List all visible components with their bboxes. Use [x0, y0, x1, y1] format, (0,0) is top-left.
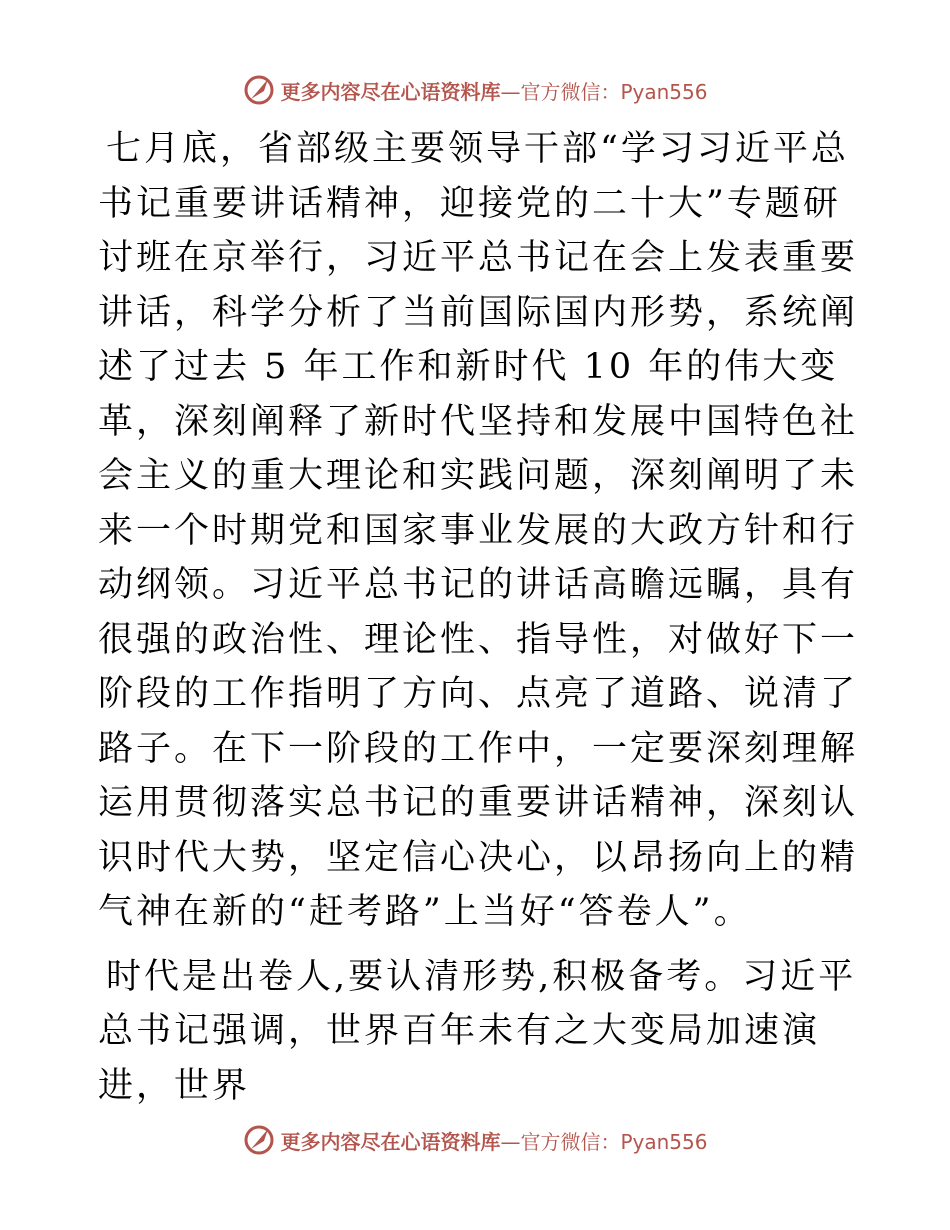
paragraph-2: 时代是出卷人,要认清形势,积极备考。习近平总书记强调，世界百年未有之大变局加速演进，世界	[98, 956, 857, 1106]
header-wechat: 官方微信：Pyan556	[520, 79, 708, 104]
quill-circle-logo-icon	[242, 73, 276, 107]
footer-site-name: 更多内容尽在心语资料库	[280, 1129, 501, 1154]
header-separator: —	[500, 79, 521, 104]
paragraph-1: 七月底，省部级主要领导干部“学习习近平总书记重要讲话精神，迎接党的二十大”专题研讨班在京举行，习近平总书记在会上发表重要讲话，科学分析了当前国际国内形势，系统阐述了过去 5 年工作和新时代 10 年的伟大变革，深刻阐释了新时代坚持和发展中国特色社会主义的重大理论和实践问题，深刻阐明了未来一个时期党和国家事业发展的大政方针和行动纲领。习近平总书记的讲话高瞻远瞩，具有很强的政治性、理论性、指导性，对做好下一阶段的工作指明了方向、点亮了道路、说清了路子。在下一阶段的工作中，一定要深刻理解运用贯彻落实总书记的重要讲话精神，深刻认识时代大势，坚定信心决心，以昂扬向上的精气神在新的“赶考路”上当好“答卷人”。	[98, 129, 859, 932]
header-site-name: 更多内容尽在心语资料库	[280, 79, 501, 104]
footer-separator: —	[500, 1129, 521, 1154]
footer-wechat: 官方微信：Pyan556	[520, 1129, 708, 1154]
footer-banner-text	[280, 1126, 707, 1155]
header-banner-text	[280, 76, 707, 105]
header-banner	[0, 70, 950, 110]
footer-banner	[0, 1120, 950, 1160]
quill-circle-logo-icon	[242, 1123, 276, 1157]
document-body	[98, 122, 858, 1113]
